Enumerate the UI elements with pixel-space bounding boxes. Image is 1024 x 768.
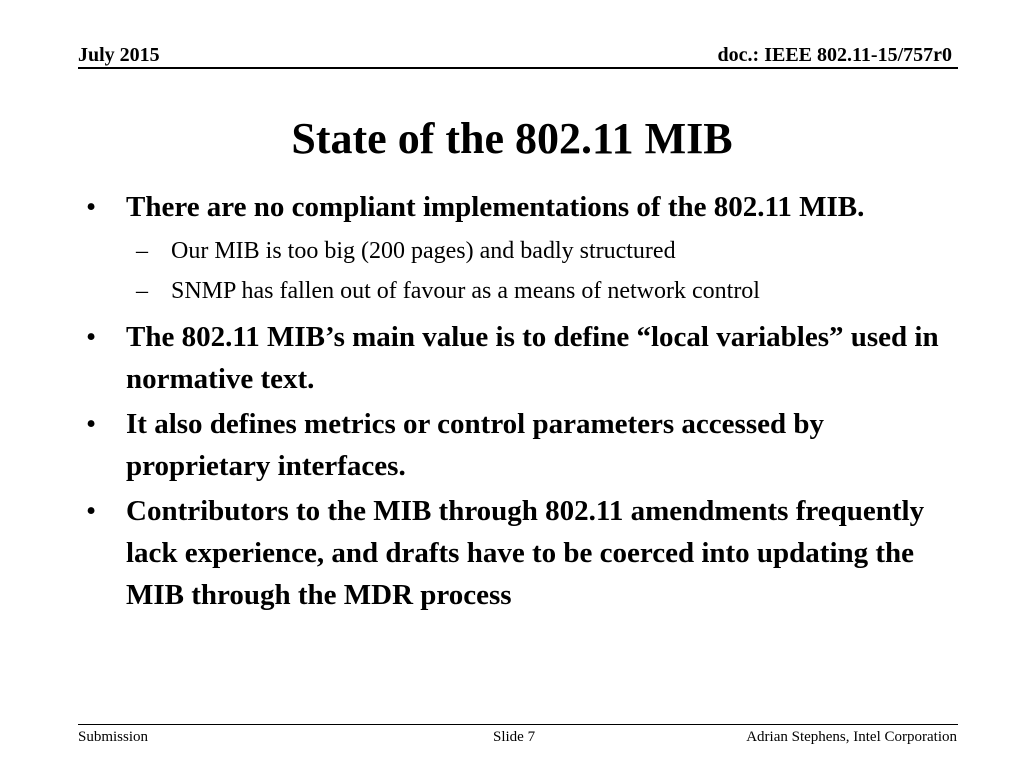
sub-bullet-text: Our MIB is too big (200 pages) and badly structured [171,238,676,264]
footer-divider [78,724,958,725]
footer-author: Adrian Stephens, Intel Corporation [746,729,957,745]
sub-bullet-marker: – [136,238,148,264]
header-date: July 2015 [78,44,160,66]
footer-submission: Submission [78,729,149,745]
bullet-list [82,186,942,619]
sub-bullet-item [126,271,942,311]
slide-number: Slide 7 [493,729,536,745]
bullet-item [82,490,942,616]
bullet-item [82,403,942,487]
bullet-marker: • [86,495,97,527]
bullet-marker: • [86,408,97,440]
bullet-marker: • [86,321,97,353]
sub-bullet-marker: – [136,278,148,304]
bullet-text: The 802.11 MIB’s main value is to define “local variables” used in normative text. [126,321,939,395]
slide-title: State of the 802.11 MIB [291,114,733,163]
bullet-text: There are no compliant implementations of the 802.11 MIB. [126,191,865,223]
bullet-item [82,186,942,311]
header-divider [78,67,958,69]
sub-bullet-item [126,231,942,271]
header-doc-id: doc.: IEEE 802.11-15/757r0 [717,44,952,66]
sub-bullet-text: SNMP has fallen out of favour as a means of network control [171,278,760,304]
bullet-text: Contributors to the MIB through 802.11 amendments frequently lack experience, and drafts have to be coerced into updating the MIB through the MDR process [126,495,925,611]
bullet-item [82,316,942,400]
bullet-marker: • [86,191,97,223]
sub-bullet-list [126,231,942,311]
bullet-text: It also defines metrics or control parameters accessed by proprietary interfaces. [126,408,824,482]
